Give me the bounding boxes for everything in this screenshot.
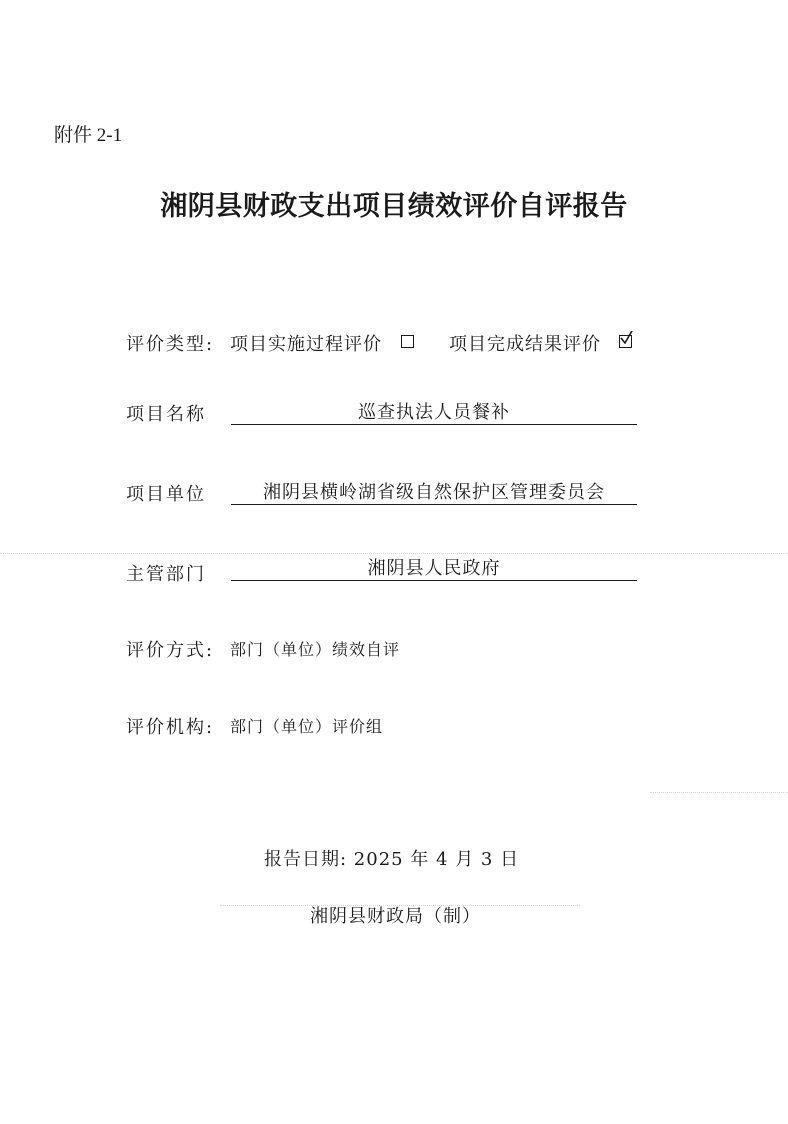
check-mark-icon bbox=[620, 331, 634, 345]
option-result-eval-label: 项目完成结果评价 bbox=[449, 334, 601, 355]
option-process-eval-label: 项目实施过程评价 bbox=[230, 334, 382, 355]
project-unit-value: 湘阴县横岭湖省级自然保护区管理委员会 bbox=[263, 482, 605, 503]
dept-label: 主管部门 bbox=[126, 564, 206, 585]
attachment-number: 附件 2-1 bbox=[54, 125, 123, 146]
option-process-eval-checkbox[interactable] bbox=[401, 335, 414, 348]
issuer: 湘阴县财政局（制） bbox=[310, 906, 481, 927]
eval-method-value: 部门（单位）绩效自评 bbox=[230, 640, 401, 659]
project-unit-field bbox=[231, 476, 637, 505]
project-name-value: 巡查执法人员餐补 bbox=[358, 402, 510, 423]
eval-org-label: 评价机构: bbox=[126, 717, 215, 738]
project-name-label: 项目名称 bbox=[126, 404, 206, 425]
dept-field bbox=[231, 552, 637, 581]
option-result-eval-checkbox[interactable] bbox=[619, 335, 632, 348]
report-date: 报告日期: 2025 年 4 月 3 日 bbox=[264, 849, 520, 870]
eval-type-label: 评价类型: bbox=[126, 334, 215, 355]
eval-method-label: 评价方式: bbox=[126, 640, 215, 661]
report-title: 湘阴县财政支出项目绩效评价自评报告 bbox=[160, 191, 628, 222]
dept-value: 湘阴县人民政府 bbox=[367, 558, 501, 579]
eval-org-value: 部门（单位）评价组 bbox=[230, 717, 384, 736]
project-unit-label: 项目单位 bbox=[126, 484, 206, 505]
project-name-field bbox=[231, 396, 637, 425]
